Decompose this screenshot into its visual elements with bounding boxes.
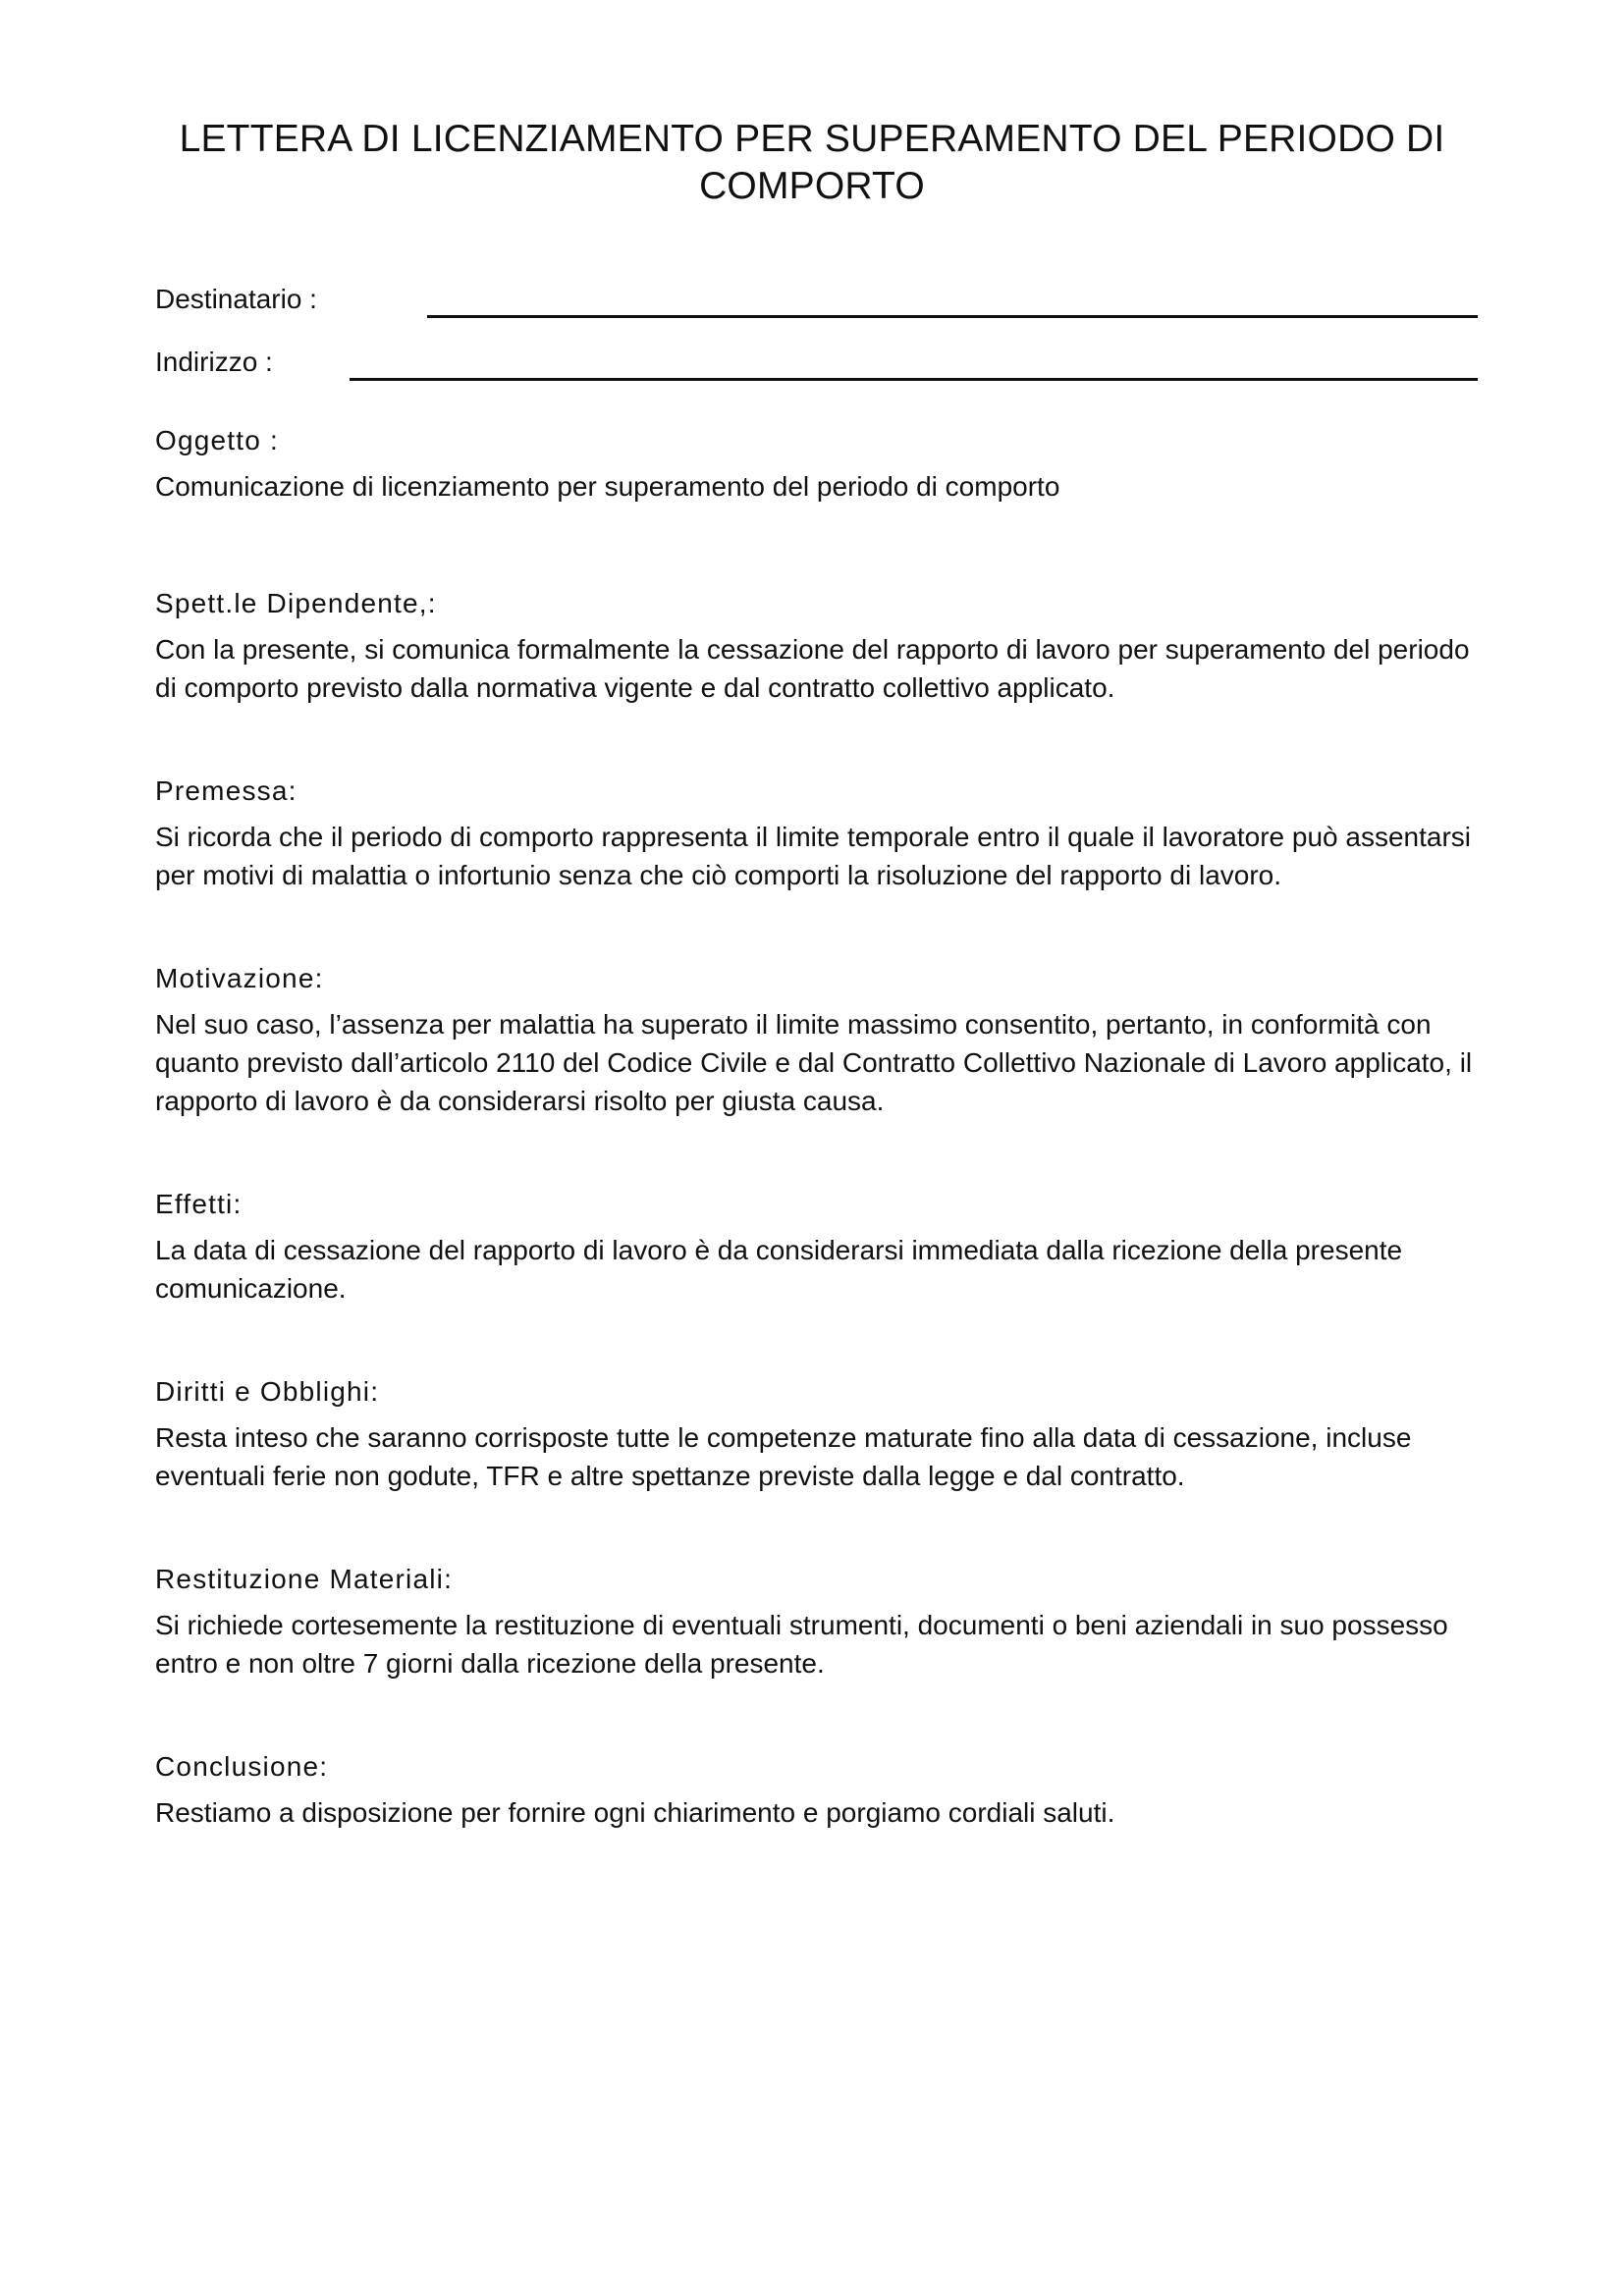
section-oggetto: [155, 424, 1477, 506]
section-body: Restiamo a disposizione per fornire ogni chiarimento e porgiamo cordiali saluti.: [155, 1797, 1115, 1828]
section-heading: Conclusione:: [155, 1751, 329, 1782]
address-label: Indirizzo :: [155, 347, 273, 377]
section-body: Nel suo caso, l’assenza per malattia ha superato il limite massimo consentito, pertanto, in conformità con quanto previsto dall’articolo 2110 del Codice Civile e dal Contratto Collettivo Nazionale di Lavoro applicato, il rapporto di lavoro è da considerarsi risolto per giusta causa.: [155, 1009, 1473, 1116]
recipient-blank-line: [427, 315, 1478, 318]
section-motivazione: [155, 962, 1477, 1120]
section-premessa: [155, 774, 1477, 894]
recipient-label: Destinatario :: [155, 284, 317, 314]
section-saluto: [155, 587, 1477, 707]
section-restituzione-materiali: [155, 1563, 1477, 1682]
section-heading: Premessa:: [155, 775, 298, 806]
section-body: Si ricorda che il periodo di comporto rappresenta il limite temporale entro il quale il lavoratore può assentarsi per motivi di malattia o infortunio senza che ciò comporti la risoluzione del rapporto di lavoro.: [155, 822, 1472, 890]
section-heading: Oggetto :: [155, 425, 279, 455]
section-effetti: [155, 1188, 1477, 1308]
section-heading: Restituzione Materiali:: [155, 1564, 454, 1594]
section-body: Resta inteso che saranno corrisposte tutte le competenze maturate fino alla data di cessazione, incluse eventuali ferie non godute, TFR e altre spettanze previste dalla legge e dal contratto.: [155, 1422, 1412, 1491]
section-body: Con la presente, si comunica formalmente la cessazione del rapporto di lavoro per superamento del periodo di comporto previsto dalla normativa vigente e dal contratto collettivo applicato.: [155, 634, 1470, 703]
section-heading: Diritti e Obblighi:: [155, 1376, 380, 1407]
section-body: Si richiede cortesemente la restituzione di eventuali strumenti, documenti o beni aziendali in suo possesso entro e non oltre 7 giorni dalla ricezione della presente.: [155, 1610, 1448, 1679]
section-conclusione: [155, 1750, 1477, 1832]
section-body: Comunicazione di licenziamento per superamento del periodo di comporto: [155, 471, 1060, 502]
section-body: La data di cessazione del rapporto di lavoro è da considerarsi immediata dalla ricezione della presente comunicazione.: [155, 1235, 1403, 1304]
address-blank-line: [350, 378, 1478, 381]
document-title: LETTERA DI LICENZIAMENTO PER SUPERAMENTO DEL PERIODO DI COMPORTO: [179, 118, 1445, 207]
section-heading: Spett.le Dipendente,:: [155, 588, 437, 618]
section-heading: Effetti:: [155, 1189, 243, 1219]
section-heading: Motivazione:: [155, 963, 324, 993]
section-diritti-obblighi: [155, 1375, 1477, 1495]
